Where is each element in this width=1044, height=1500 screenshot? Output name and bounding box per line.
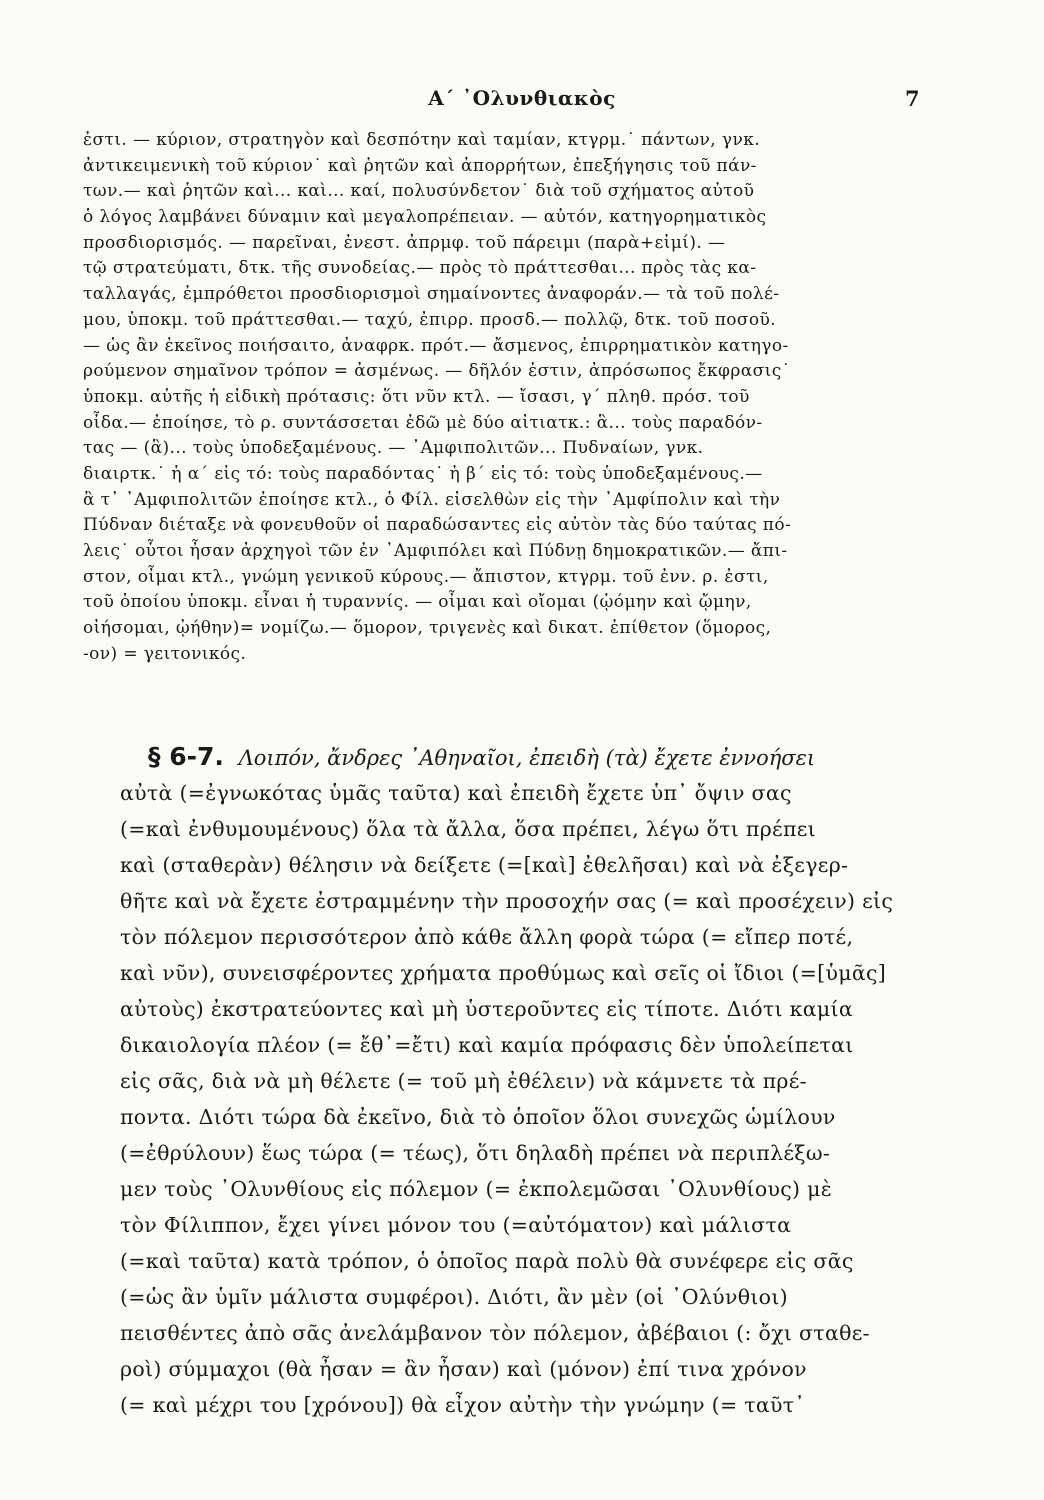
commentary-line: ταλλαγάς, ἐμπρόθετοι προσδιορισμοὶ σημαίνοντες ἀναφοράν.— τὰ τοῦ πολέ-	[83, 284, 780, 305]
commentary-line: — ὡς ἂν ἐκεῖνος ποιήσαιτο, ἀναφρκ. πρότ.— ἄσμενος, ἐπιρρηματικὸν κατηγο-	[83, 335, 789, 356]
body-line: (=καὶ ἐνθυμουμένους) ὅλα τὰ ἄλλα, ὅσα πρέπει, λέγω ὅτι πρέπει	[120, 817, 817, 841]
body-line: καὶ (σταθερὰν) θέλησιν νὰ δείξετε (=[καὶ] ἐθελῆσαι) καὶ νὰ ἐξεγερ-	[120, 853, 849, 877]
section-mark: § 6-7.	[148, 742, 224, 771]
commentary-line: ὑποκμ. αὐτῆς ἡ εἰδικὴ πρότασις: ὅτι νῦν κτλ. — ἴσασι, γ΄ πληθ. πρόσ. τοῦ	[83, 386, 750, 407]
commentary-line: διαιρτκ.˙ ἡ α΄ εἰς τό: τοὺς παραδόντας˙ ἡ β΄ εἰς τό: τοὺς ὑποδεξαμένους.—	[83, 463, 763, 484]
body-line: μεν τοὺς ᾿Ολυνθίους εἰς πόλεμον (= ἐκπολεμῶσαι ᾿Ολυνθίους) μὲ	[120, 1177, 833, 1201]
body-line: πεισθέντες ἀπὸ σᾶς ἀνελάμβανον τὸν πόλεμον, ἀβέβαιοι (: ὄχι σταθε-	[120, 1321, 870, 1345]
commentary-line: τοῦ ὁποίου ὑποκμ. εἶναι ἡ τυραννίς. — οἶμαι καὶ οἴομαι (ᾠόμην καὶ ᾤμην,	[83, 592, 752, 613]
body-line: (= καὶ μέχρι του [χρόνου]) θὰ εἶχον αὐτὴν τὴν γνώμην (= ταῦτ᾿	[120, 1393, 805, 1417]
commentary-line: οἰήσομαι, ᾠήθην)= νομίζω.— ὅμορον, τριγενὲς καὶ δικατ. ἐπίθετον (ὅμορος,	[83, 618, 772, 639]
commentary-line: ἐστι. — κύριον, στρατηγὸν καὶ δεσπότην καὶ ταμίαν, κτγρμ.˙ πάντων, γνκ.	[83, 130, 761, 150]
commentary-line: ρούμενον σημαῖνον τρόπον = ἀσμένως. — δῆλόν ἐστιν, ἀπρόσωπος ἔκφρασις˙	[83, 361, 791, 382]
body-line: καὶ νῦν), συνεισφέροντες χρήματα προθύμως καὶ σεῖς οἱ ἴδιοι (=[ὑμᾶς]	[120, 961, 887, 985]
commentary-line: ὁ λόγος λαμβάνει δύναμιν καὶ μεγαλοπρέπειαν. — αὐτόν, κατηγορηματικὸς	[83, 207, 767, 228]
body-line: τὸν Φίλιππον, ἔχει γίνει μόνον του (=αὐτόματον) καὶ μάλιστα	[120, 1213, 792, 1237]
body-line: αὐτοὺς) ἐκστρατεύοντες καὶ μὴ ὑστεροῦντες εἰς τίποτε. Διότι καμία	[120, 997, 853, 1021]
body-line: (=ἐθρύλουν) ἕως τώρα (= τέως), ὅτι δηλαδὴ πρέπει νὰ περιπλέξω-	[120, 1141, 831, 1165]
commentary-line: ἃ τ᾿ ᾿Αμφιπολιτῶν ἐποίησε κτλ., ὁ Φίλ. εἰσελθὼν εἰς τὴν ᾿Αμφίπολιν καὶ τὴν	[83, 489, 781, 510]
body-line: εἰς σᾶς, διὰ νὰ μὴ θέλετε (= τοῦ μὴ ἐθέλειν) νὰ κάμνετε τὰ πρέ-	[120, 1069, 807, 1093]
commentary-notes	[83, 128, 933, 667]
commentary-line: στον, οἶμαι κτλ., γνώμη γενικοῦ κύρους.— ἄπιστον, κτγρμ. τοῦ ἐνν. ρ. ἐστι,	[83, 566, 769, 587]
body-line: ροὶ) σύμμαχοι (θὰ ἦσαν = ἂν ἦσαν) καὶ (μόνον) ἐπί τινα χρόνον	[120, 1357, 807, 1381]
commentary-line: προσδιορισμός. — παρεῖναι, ἐνεστ. ἀπρμφ. τοῦ πάρειμι (παρὰ+εἰμί). —	[83, 232, 726, 253]
section-opening-text: Λοιπόν, ἄνδρες ᾿Αθηναῖοι, ἐπειδὴ (τὰ) ἔχετε ἐννοήσει	[238, 746, 816, 770]
commentary-line: -ον) = γειτονικός.	[83, 643, 247, 664]
commentary-line: λεις˙ οὗτοι ἦσαν ἀρχηγοὶ τῶν ἐν ᾿Αμφιπόλει καὶ Πύδνῃ δημοκρατικῶν.— ἄπι-	[83, 541, 788, 561]
body-line: τὸν πόλεμον περισσότερον ἀπὸ κάθε ἄλλη φορὰ τώρα (= εἴπερ ποτέ,	[120, 925, 854, 949]
commentary-line: Πύδναν διέταξε νὰ φονευθοῦν οἱ παραδώσαντες εἰς αὐτὸν τὰς δύο ταύτας πό-	[83, 515, 792, 536]
commentary-line: οἶδα.— ἐποίησε, τὸ ρ. συντάσσεται ἐδῶ μὲ δύο αἰτιατκ.: ἃ... τοὺς παραδόν-	[83, 412, 763, 433]
commentary-line: τας — (ἃ)... τοὺς ὑποδεξαμένους. — ᾿Αμφιπολιτῶν... Πυδναίων, γνκ.	[83, 438, 704, 459]
body-line: θῆτε καὶ νὰ ἔχετε ἐστραμμένην τὴν προσοχήν σας (= καὶ προσέχειν) εἰς	[120, 889, 894, 913]
page-number: 7	[905, 86, 920, 111]
body-line: ποντα. Διότι τώρα δὰ ἐκεῖνο, διὰ τὸ ὁποῖον ὅλοι συνεχῶς ὡμίλουν	[120, 1105, 836, 1129]
body-line: αὐτὰ (=ἐγνωκότας ὑμᾶς ταῦτα) καὶ ἐπειδὴ ἔχετε ὑπ᾿ ὄψιν σας	[120, 781, 792, 805]
commentary-line: μου, ὑποκμ. τοῦ πράττεσθαι.— ταχύ, ἐπιρρ. προσδ.— πολλῷ, δτκ. τοῦ ποσοῦ.	[83, 309, 777, 330]
body-line: (=ὡς ἂν ὑμῖν μάλιστα συμφέροι). Διότι, ἂν μὲν (οἱ ᾿Ολύνθιοι)	[120, 1285, 788, 1309]
commentary-line: των.— καὶ ῥητῶν καὶ... καὶ... καί, πολυσύνδετον˙ διὰ τοῦ σχήματος αὐτοῦ	[83, 181, 755, 202]
body-line: δικαιολογία πλέον (= ἔθ᾿=ἔτι) καὶ καμία πρόφασις δὲν ὑπολείπεται	[120, 1033, 854, 1057]
section-heading-line	[148, 739, 815, 775]
commentary-line: ἀντικειμενικὴ τοῦ κύριον˙ καὶ ῥητῶν καὶ ἀπορρήτων, ἐπεξήγησις τοῦ πάν-	[83, 155, 757, 176]
body-line: (=καὶ ταῦτα) κατὰ τρόπον, ὁ ὁποῖος παρὰ πολὺ θὰ συνέφερε εἰς σᾶς	[120, 1249, 854, 1273]
commentary-line: τῷ στρατεύματι, δτκ. τῆς συνοδείας.— πρὸς τὸ πράττεσθαι... πρὸς τὰς κα-	[83, 258, 757, 279]
running-title: Α΄ ᾿Ολυνθιακὸς	[428, 86, 616, 110]
